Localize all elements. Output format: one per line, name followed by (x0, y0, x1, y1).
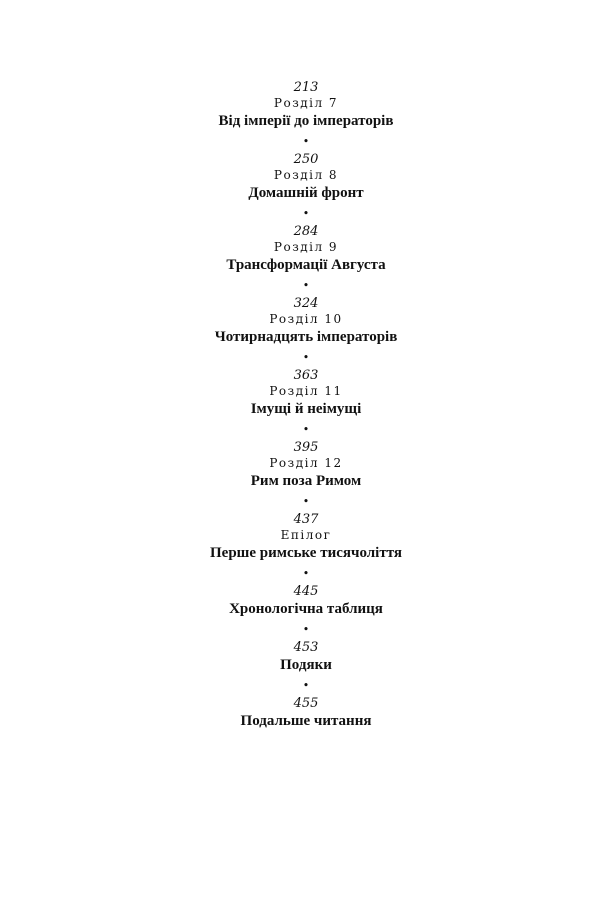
chapter-title: Домашній фронт (248, 185, 364, 201)
toc-entry-chapter-7[interactable] (0, 80, 612, 131)
toc-entry-chapter-10[interactable] (0, 296, 612, 347)
toc-entry-epilogue[interactable] (0, 512, 612, 563)
toc-entry-chapter-11[interactable] (0, 368, 612, 419)
chapter-title: Імущі й неімущі (250, 401, 362, 417)
separator-dot: • (302, 679, 310, 692)
toc-entry-further-reading[interactable] (0, 696, 612, 731)
page-number: 445 (293, 584, 319, 599)
separator-dot: • (302, 567, 310, 580)
page-number: 453 (293, 640, 319, 655)
section-title: Хронологічна таблиця (229, 601, 383, 617)
page-number: 250 (293, 152, 319, 167)
chapter-title: Рим поза Римом (250, 473, 362, 489)
toc-entry-chapter-8[interactable] (0, 152, 612, 203)
section-title: Подальше читання (240, 713, 372, 729)
toc-entry-chronology[interactable] (0, 584, 612, 619)
separator-dot: • (302, 623, 310, 636)
toc-entry-chapter-9[interactable] (0, 224, 612, 275)
separator-dot: • (302, 351, 310, 364)
page-number: 455 (293, 696, 319, 711)
chapter-label: Розділ 9 (273, 240, 339, 254)
chapter-label: Розділ 7 (273, 96, 339, 110)
separator-dot: • (302, 423, 310, 436)
section-title: Подяки (280, 657, 332, 673)
table-of-contents (0, 80, 612, 731)
page-number: 395 (293, 440, 319, 455)
separator-dot: • (302, 135, 310, 148)
toc-entry-chapter-12[interactable] (0, 440, 612, 491)
chapter-title: Трансформації Августа (226, 257, 386, 273)
page-number: 213 (293, 80, 319, 95)
chapter-label: Розділ 12 (269, 456, 343, 470)
page-number: 284 (293, 224, 319, 239)
page-number: 324 (293, 296, 319, 311)
chapter-title: Перше римське тисячоліття (210, 545, 402, 561)
chapter-label: Розділ 11 (269, 384, 343, 398)
separator-dot: • (302, 207, 310, 220)
chapter-title: Від імперії до імператорів (218, 113, 394, 129)
page-number: 363 (293, 368, 319, 383)
page-number: 437 (293, 512, 319, 527)
chapter-label: Епілог (280, 528, 332, 542)
chapter-label: Розділ 8 (273, 168, 339, 182)
separator-dot: • (302, 495, 310, 508)
chapter-title: Чотирнадцять імператорів (214, 329, 398, 345)
toc-entry-acknowledgements[interactable] (0, 640, 612, 675)
chapter-label: Розділ 10 (269, 312, 343, 326)
separator-dot: • (302, 279, 310, 292)
